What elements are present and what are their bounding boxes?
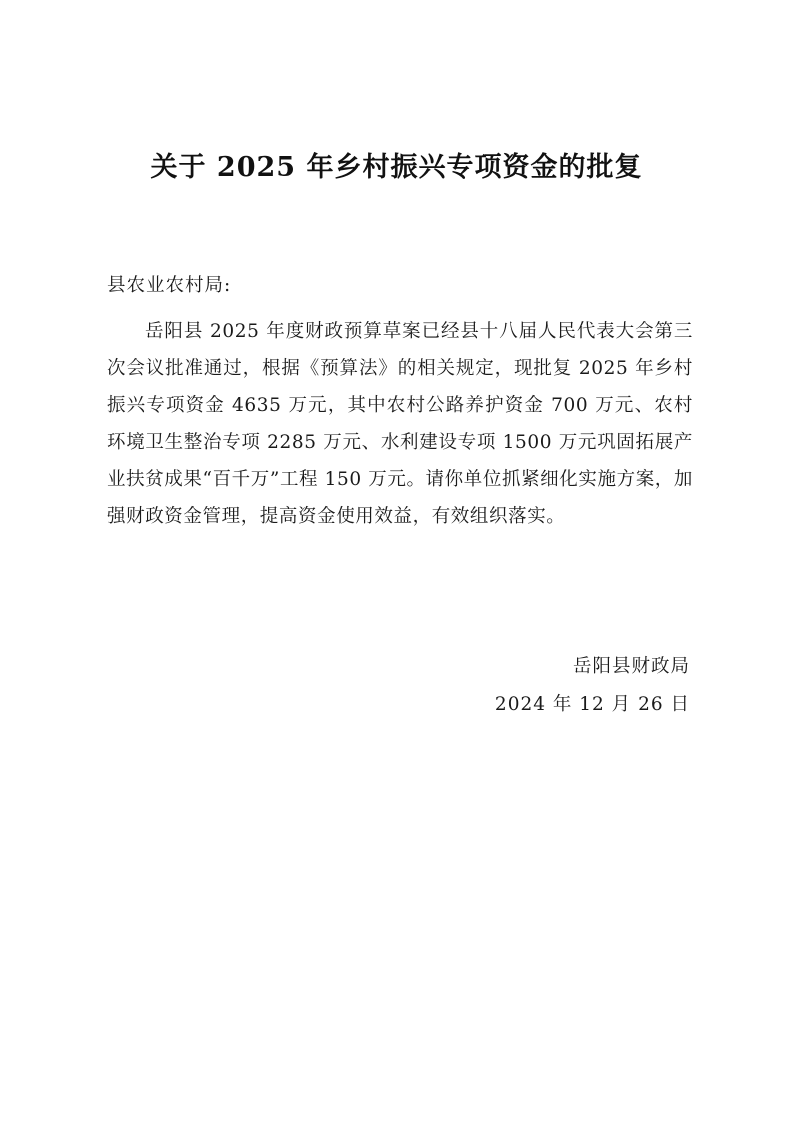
body-paragraph: 岳阳县 2025 年度财政预算草案已经县十八届人民代表大会第三次会议批准通过，根据《预算法》的相关规定，现批复 2025 年乡村振兴专项资金 4635 万元，其中农村公路养护资金 700 万元、农村环境卫生整治专项 2285 万元、水利建设专项 1500 万元巩固拓展产业扶贫成果“百千万”工程 150 万元。请你单位抓紧细化实施方案，加强财政资金管理，提高资金使用效益，有效组织落实。	[107, 321, 693, 527]
document-title: 关于 2025 年乡村振兴专项资金的批复	[150, 152, 643, 183]
salutation: 县农业农村局:	[107, 275, 232, 296]
issuer-name: 岳阳县财政局	[572, 656, 690, 677]
issue-date: 2024 年 12 月 26 日	[494, 694, 690, 715]
signature-block	[495, 648, 690, 724]
